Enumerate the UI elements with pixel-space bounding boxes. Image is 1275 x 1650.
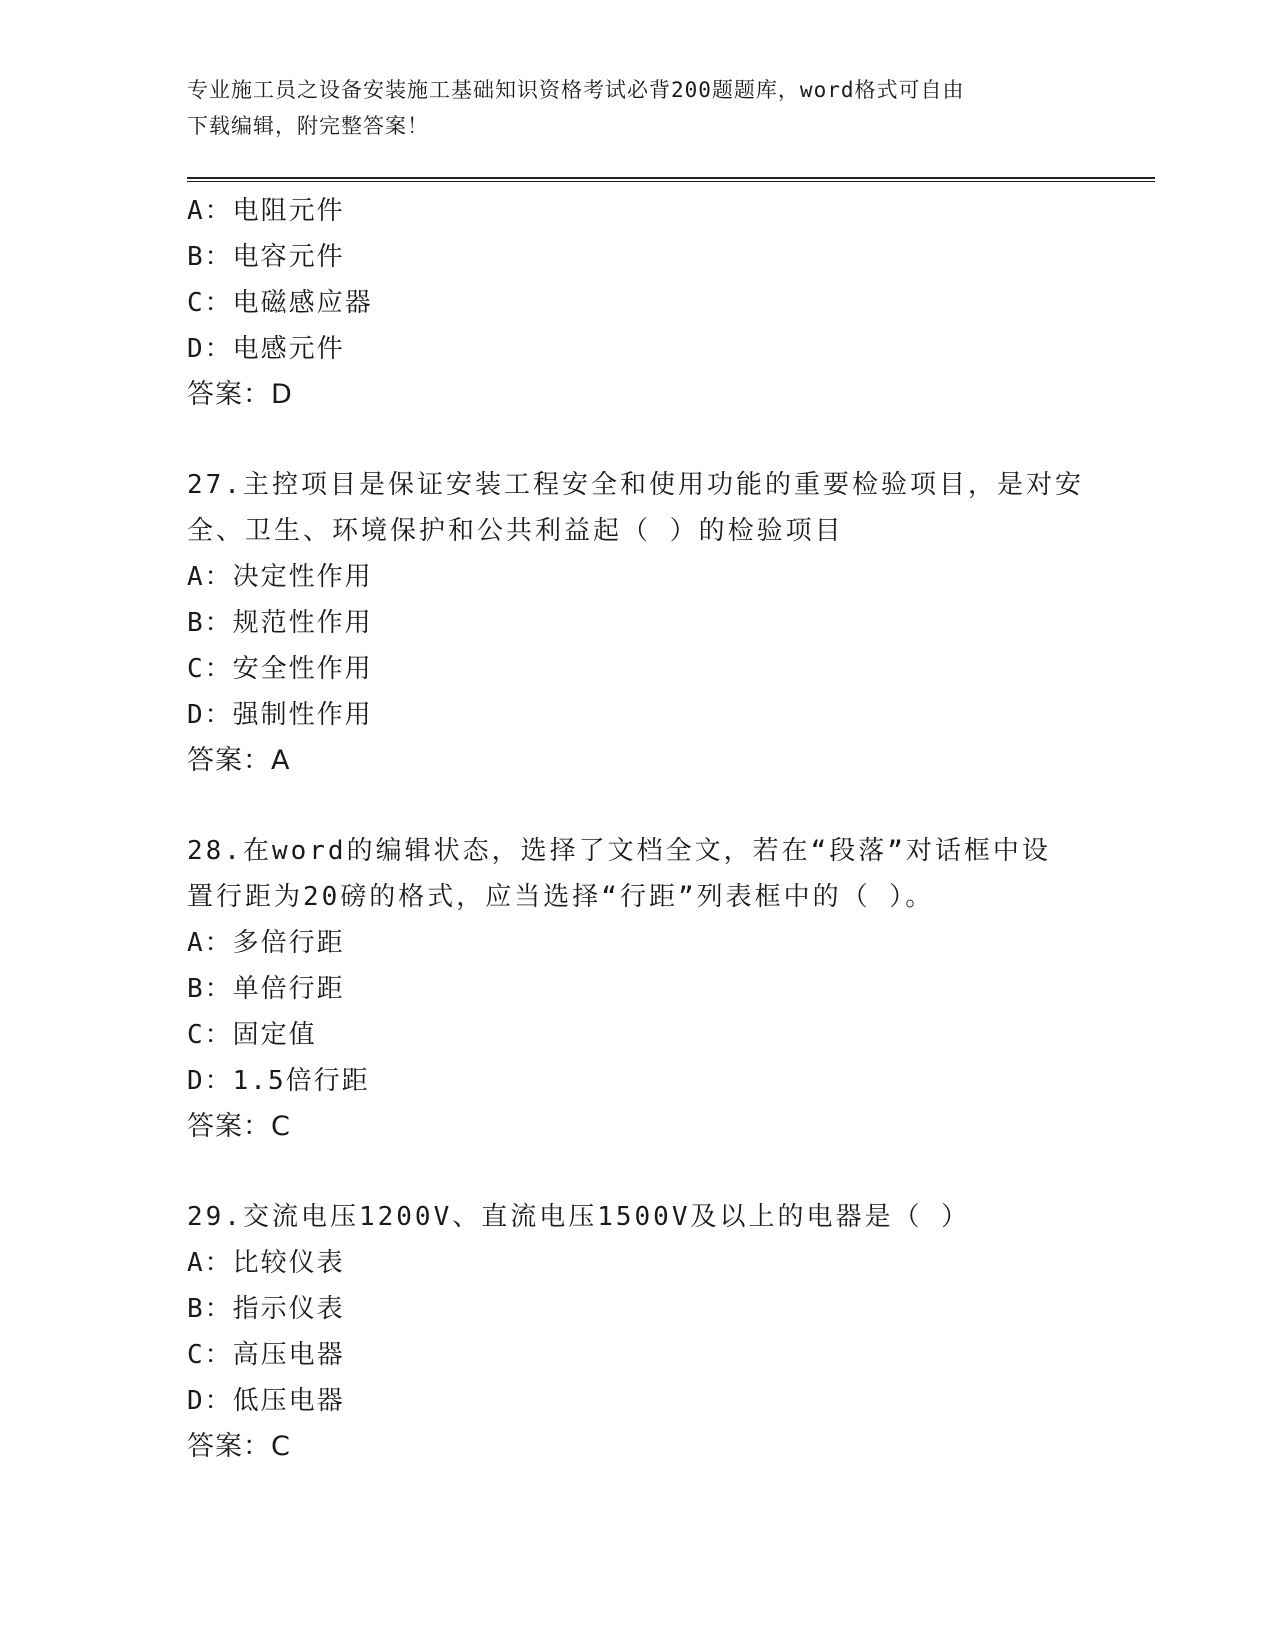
option-b: B：指示仪表 [187, 1294, 345, 1324]
option-c: C：固定值 [187, 1020, 317, 1050]
answer: 答案：C [187, 1111, 291, 1142]
question-28 [187, 828, 1087, 1150]
header-line-2: 下载编辑，附完整答案！ [187, 114, 429, 138]
option-c: C：电磁感应器 [187, 288, 373, 318]
answer: 答案：D [187, 379, 293, 410]
option-b: B：规范性作用 [187, 608, 373, 638]
option-d: D：低压电器 [187, 1386, 345, 1416]
question-29 [187, 1194, 1087, 1470]
option-d: D：电感元件 [187, 334, 345, 364]
document-body [187, 188, 1087, 1470]
question-stem [187, 1194, 1087, 1240]
stem-line-2: 全、卫生、环境保护和公共利益起（ ）的检验项目 [187, 516, 844, 546]
option-a: A：决定性作用 [187, 562, 373, 592]
option-b: B：单倍行距 [187, 974, 345, 1004]
header-line-1: 专业施工员之设备安装施工基础知识资格考试必背200题题库，word格式可自由 [187, 78, 965, 102]
option-a: A：比较仪表 [187, 1248, 345, 1278]
option-a: A：多倍行距 [187, 928, 345, 958]
option-a: A：电阻元件 [187, 196, 345, 226]
answer: 答案：A [187, 745, 291, 776]
option-b: B：电容元件 [187, 242, 345, 272]
option-c: C：高压电器 [187, 1340, 345, 1370]
document-header [187, 72, 1087, 144]
stem-line-2: 置行距为20磅的格式，应当选择“行距”列表框中的（ ）。 [187, 882, 935, 912]
answer: 答案：C [187, 1431, 291, 1462]
question-27 [187, 462, 1087, 784]
partial-question [187, 188, 1087, 418]
option-d: D：强制性作用 [187, 700, 373, 730]
stem-line-1: 27.主控项目是保证安装工程安全和使用功能的重要检验项目，是对安 [187, 470, 1084, 500]
header-divider [187, 177, 1155, 182]
question-stem [187, 462, 1087, 554]
question-stem [187, 828, 1087, 920]
option-d: D：1.5倍行距 [187, 1066, 370, 1096]
stem-line-1: 28.在word的编辑状态，选择了文档全文，若在“段落”对话框中设 [187, 836, 1051, 866]
option-c: C：安全性作用 [187, 654, 373, 684]
stem-line-1: 29.交流电压1200V、直流电压1500V及以上的电器是（ ） [187, 1202, 971, 1232]
